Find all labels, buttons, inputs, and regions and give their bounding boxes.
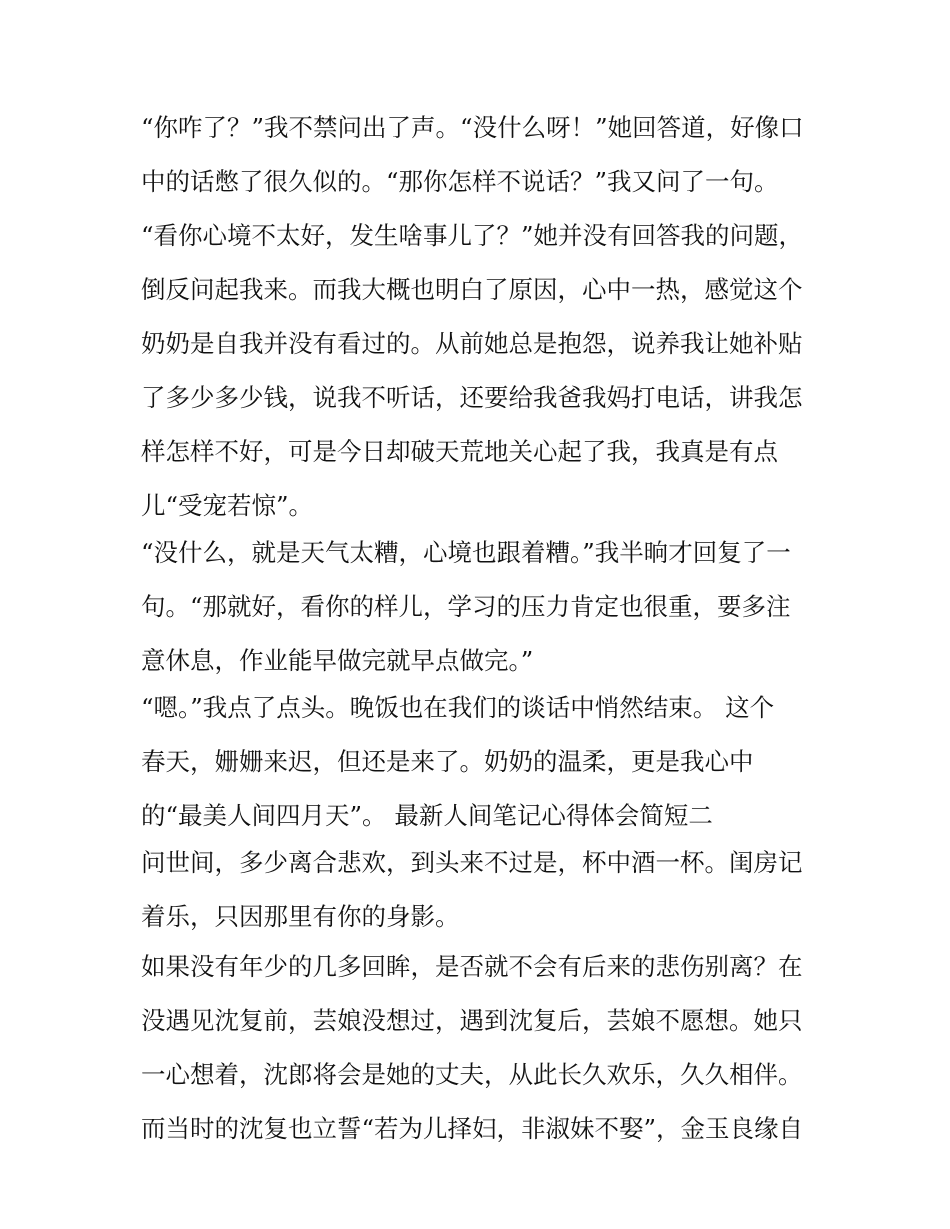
- text-line: 没遇见沈复前，芸娘没想过，遇到沈复后，芸娘不愿想。她只: [141, 1006, 803, 1035]
- text-line: 儿“受宠若惊”。: [141, 491, 314, 520]
- body-text: [141, 108, 821, 1148]
- text-line: 春天，姗姗来迟，但还是来了。奶奶的温柔，更是我心中: [141, 747, 754, 776]
- text-line: “嗯。”我点了点头。晚饭也在我们的谈话中悄然结束。 这个: [141, 693, 775, 722]
- text-line: “看你心境不太好，发生啥事儿了？”她并没有回答我的问题，: [141, 221, 804, 250]
- text-line: 一心想着，沈郎将会是她的丈夫，从此长久欢乐，久久相伴。: [141, 1060, 803, 1089]
- text-line: 意休息，作业能早做完就早点做完。”: [141, 646, 534, 675]
- text-line: “你咋了？”我不禁问出了声。“没什么呀！”她回答道，好像口: [141, 113, 804, 142]
- text-line: 而当时的沈复也立誓“若为儿择妇，非淑妹不娶”，金玉良缘自: [141, 1114, 804, 1143]
- text-line: 问世间，多少离合悲欢，到头来不过是，杯中酒一杯。闺房记: [141, 848, 803, 877]
- text-line: 奶奶是自我并没有看过的。从前她总是抱怨，说养我让她补贴: [141, 329, 803, 358]
- text-line: 倒反问起我来。而我大概也明白了原因，心中一热，感觉这个: [141, 275, 803, 304]
- text-line: 中的话憋了很久似的。“那你怎样不说话？”我又问了一句。: [141, 167, 779, 196]
- text-line: 句。“那就好，看你的样儿，学习的压力肯定也很重，要多注: [141, 592, 791, 621]
- text-line: 的“最美人间四月天”。 最新人间笔记心得体会简短二: [141, 801, 713, 830]
- text-line: “没什么，就是天气太糟，心境也跟着糟。”我半晌才回复了一: [141, 538, 791, 567]
- text-line: 样怎样不好，可是今日却破天荒地关心起了我，我真是有点: [141, 437, 778, 466]
- text-line: 着乐，只因那里有你的身影。: [141, 902, 460, 931]
- text-line: 如果没有年少的几多回眸，是否就不会有后来的悲伤别离？在: [141, 952, 803, 981]
- text-line: 了多少多少钱，说我不听话，还要给我爸我妈打电话，讲我怎: [141, 383, 803, 412]
